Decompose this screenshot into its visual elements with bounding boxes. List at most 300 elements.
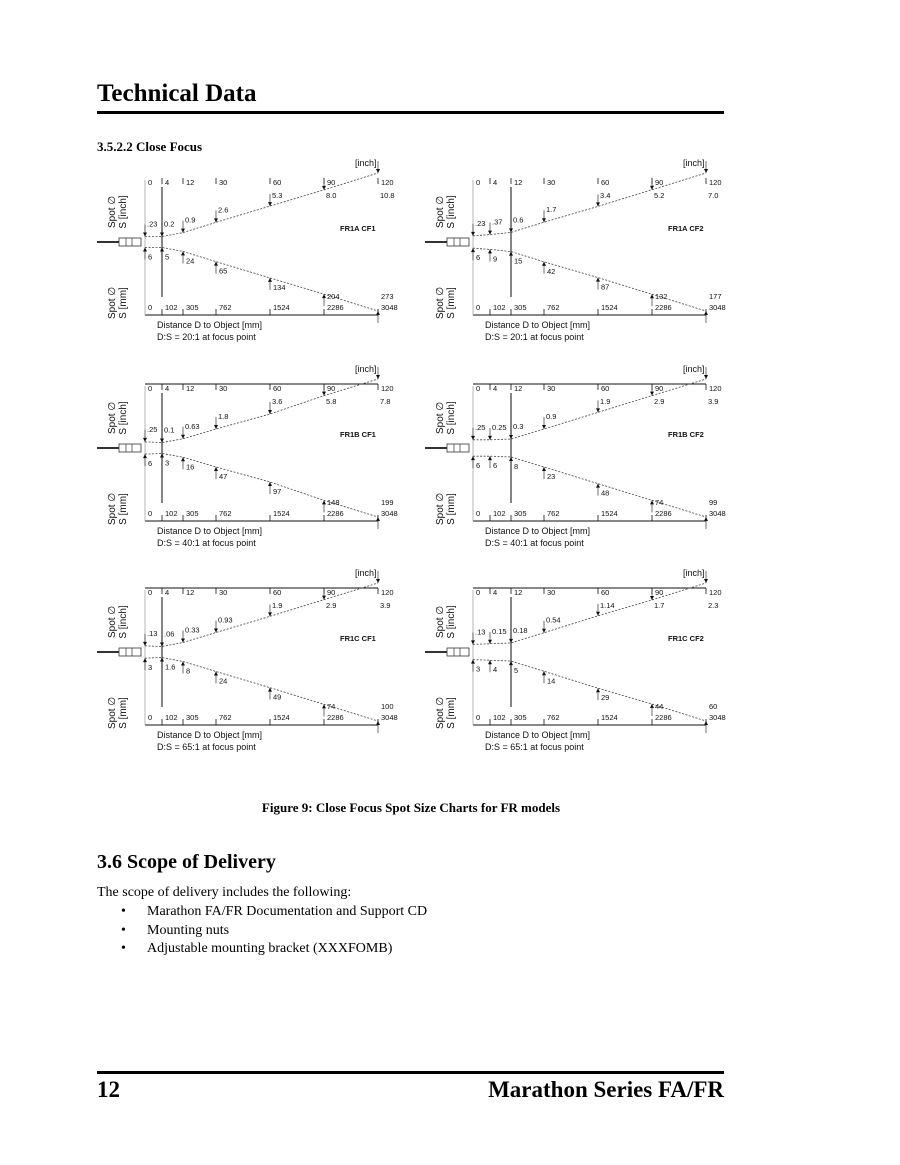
y-axis-label-line: S [mm] xyxy=(446,287,457,319)
scope-item xyxy=(97,903,427,922)
beam-lower-edge xyxy=(145,248,378,312)
y-axis-label-line: S [mm] xyxy=(118,287,129,319)
spot-mm-label: 6 xyxy=(148,459,153,469)
spot-mm-label: 9 xyxy=(493,254,498,264)
spot-inch-label: .06 xyxy=(164,629,175,639)
spot-mm-label: 148 xyxy=(327,498,340,507)
spot-inch-label: .13 xyxy=(147,628,158,638)
mm-distance-tick-label: 3048 xyxy=(381,303,398,312)
mm-distance-tick-label: 305 xyxy=(514,509,527,518)
spot-inch-label: 1.14 xyxy=(600,601,615,610)
mm-distance-tick-label: 305 xyxy=(514,303,527,312)
scope-heading: 3.6 Scope of Delivery xyxy=(97,851,276,873)
mm-distance-tick-label: 1524 xyxy=(601,303,618,312)
inch-distance-tick-label: 60 xyxy=(273,588,282,597)
footer-rule xyxy=(97,1071,724,1074)
inch-distance-tick-label: 120 xyxy=(381,178,394,187)
spot-mm-label: 4 xyxy=(493,665,498,675)
spot-mm-label: 44 xyxy=(655,702,664,711)
chart-model-title: FR1C CF1 xyxy=(340,634,376,643)
beam-lower-edge xyxy=(473,248,706,311)
inch-distance-tick-label: 90 xyxy=(327,384,336,393)
sensor-icon xyxy=(97,238,141,246)
inch-distance-tick-label: 60 xyxy=(273,178,282,187)
spot-mm-label: 1.6 xyxy=(165,662,176,672)
spot-inch-label: 0.25 xyxy=(492,422,507,432)
spot-mm-label: 29 xyxy=(601,693,610,703)
spot-mm-label: 49 xyxy=(273,692,282,702)
spot-mm-label: 14 xyxy=(547,676,556,686)
mm-distance-tick-label: 762 xyxy=(219,509,232,518)
inch-distance-tick-label: 120 xyxy=(381,384,394,393)
inch-distance-tick-label: 120 xyxy=(709,588,722,597)
bullet-icon: • xyxy=(121,941,126,956)
y-axis-label-inch xyxy=(107,605,129,639)
ds-ratio-label: D:S = 20:1 at focus point xyxy=(485,332,584,342)
spot-mm-label: 23 xyxy=(547,472,556,481)
mm-distance-tick-label: 0 xyxy=(148,713,153,722)
spot-mm-label: 42 xyxy=(547,266,556,276)
spot-inch-label: .23 xyxy=(147,219,158,229)
y-axis-label-inch xyxy=(107,401,129,435)
arrow-up-icon xyxy=(471,456,475,460)
mm-distance-tick-label: 3048 xyxy=(381,713,398,722)
spot-mm-label: 132 xyxy=(655,292,668,301)
spot-mm-label: 5 xyxy=(514,666,519,676)
mm-distance-tick-label: 102 xyxy=(493,509,506,518)
scope-item-label: Mounting nuts xyxy=(147,922,230,938)
arrow-down-icon xyxy=(143,642,147,646)
spot-mm-label: 5 xyxy=(165,252,170,262)
mm-distance-tick-label: 3048 xyxy=(381,509,398,518)
spot-mm-label: 65 xyxy=(219,266,228,276)
sensor-body xyxy=(447,648,469,656)
sensor-icon xyxy=(425,238,469,246)
spot-inch-label: .13 xyxy=(475,627,486,637)
y-axis-label-line: Spot ∅ xyxy=(107,696,118,730)
arrow-up-icon xyxy=(376,721,380,725)
spot-inch-label: 0.63 xyxy=(185,421,200,431)
spot-inch-label: 8.0 xyxy=(326,191,337,200)
sensor-icon xyxy=(97,444,141,452)
bullet-icon: • xyxy=(121,922,126,938)
spot-inch-label: 5.8 xyxy=(326,397,337,406)
spot-inch-label: 0.3 xyxy=(513,422,524,431)
spot-inch-label: 1.9 xyxy=(600,397,611,406)
spot-inch-label: 0.18 xyxy=(513,625,528,635)
mm-distance-tick-label: 0 xyxy=(148,303,153,312)
inch-distance-tick-label: 60 xyxy=(273,384,282,393)
y-axis-label-line: Spot ∅ xyxy=(435,401,446,435)
arrow-up-icon xyxy=(143,454,147,458)
spot-inch-label: 0.93 xyxy=(218,615,233,625)
spot-mm-label: 24 xyxy=(219,676,228,686)
spot-inch-label: 2.9 xyxy=(326,601,337,610)
spot-mm-label: 8 xyxy=(514,462,519,471)
inch-distance-tick-label: 30 xyxy=(219,178,228,187)
arrow-up-icon xyxy=(143,658,147,662)
spot-mm-label: 3 xyxy=(476,664,481,674)
spot-inch-label: .37 xyxy=(492,217,503,227)
spot-inch-label: 0.33 xyxy=(185,625,200,635)
scope-list xyxy=(97,903,427,959)
y-axis-label-inch xyxy=(435,195,457,229)
y-axis-label-line: Spot ∅ xyxy=(107,605,118,639)
x-axis-label: Distance D to Object [mm] xyxy=(485,320,591,330)
inch-distance-tick-label: 0 xyxy=(476,384,481,393)
mm-distance-tick-label: 3048 xyxy=(709,303,726,312)
ds-ratio-label: D:S = 65:1 at focus point xyxy=(157,742,256,752)
arrow-up-icon xyxy=(488,660,492,664)
spot-mm-label: 24 xyxy=(186,256,195,266)
spot-mm-label: 3 xyxy=(148,663,153,673)
spot-inch-label: 2.6 xyxy=(218,205,229,215)
y-axis-label-mm xyxy=(107,287,129,319)
inch-distance-tick-label: 4 xyxy=(165,588,170,597)
inch-distance-tick-label: 90 xyxy=(655,178,664,187)
ds-ratio-label: D:S = 40:1 at focus point xyxy=(157,538,256,548)
spot-inch-label: 3.6 xyxy=(272,397,283,406)
spot-inch-label: .23 xyxy=(475,218,486,228)
spot-inch-label: 1.9 xyxy=(272,601,283,610)
inch-distance-tick-label: 4 xyxy=(493,384,498,393)
spot-size-chart xyxy=(97,158,398,342)
x-axis-label: Distance D to Object [mm] xyxy=(157,730,263,740)
spot-mm-label: 87 xyxy=(601,282,610,292)
inch-distance-tick-label: 12 xyxy=(186,178,195,187)
arrow-down-icon xyxy=(704,375,708,379)
mm-distance-tick-label: 0 xyxy=(476,713,481,722)
inch-distance-tick-label: 0 xyxy=(148,178,153,187)
spot-mm-label: 97 xyxy=(273,487,282,496)
y-axis-label-mm xyxy=(435,287,457,319)
spot-mm-label: 99 xyxy=(709,498,718,507)
mm-distance-tick-label: 2286 xyxy=(655,713,672,722)
mm-distance-tick-label: 762 xyxy=(547,713,560,722)
mm-distance-tick-label: 1524 xyxy=(601,713,618,722)
inch-distance-tick-label: 12 xyxy=(186,384,195,393)
sensor-body xyxy=(119,444,141,452)
spot-mm-label: 100 xyxy=(381,702,394,711)
y-axis-label-inch xyxy=(435,605,457,639)
y-axis-label-line: S [mm] xyxy=(446,697,457,729)
mm-distance-tick-label: 102 xyxy=(493,303,506,312)
mm-distance-tick-label: 762 xyxy=(219,303,232,312)
inch-distance-tick-label: 12 xyxy=(514,178,523,187)
spot-inch-label: 7.8 xyxy=(380,397,391,406)
spot-inch-label: 1.7 xyxy=(546,205,557,215)
ds-ratio-label: D:S = 65:1 at focus point xyxy=(485,742,584,752)
y-axis-label-mm xyxy=(435,697,457,729)
y-axis-label-line: Spot ∅ xyxy=(107,492,118,526)
spot-inch-label: 0.54 xyxy=(546,615,561,625)
y-axis-label-line: S [inch] xyxy=(118,195,129,229)
spot-mm-label: 6 xyxy=(476,253,481,263)
spot-mm-label: 74 xyxy=(327,702,336,711)
arrow-up-icon xyxy=(143,248,147,252)
mm-distance-tick-label: 0 xyxy=(476,509,481,518)
y-axis-label-inch xyxy=(107,195,129,229)
spot-mm-label: 74 xyxy=(655,498,664,507)
y-axis-label-line: Spot ∅ xyxy=(435,195,446,229)
footer-title: Marathon Series FA/FR xyxy=(488,1077,724,1102)
y-axis-label-line: S [mm] xyxy=(446,493,457,525)
mm-distance-tick-label: 762 xyxy=(547,509,560,518)
scope-item xyxy=(97,940,427,959)
unit-inch-label: [inch] xyxy=(355,364,377,374)
spot-inch-label: 3.9 xyxy=(708,397,719,406)
spot-inch-label: 0.1 xyxy=(164,425,175,435)
mm-distance-tick-label: 1524 xyxy=(601,509,618,518)
y-axis-label-line: Spot ∅ xyxy=(435,492,446,526)
arrow-down-icon xyxy=(704,169,708,173)
inch-distance-tick-label: 60 xyxy=(601,178,610,187)
arrow-up-icon xyxy=(471,660,475,664)
sensor-icon xyxy=(425,444,469,452)
beam-lower-edge xyxy=(473,456,706,517)
arrow-down-icon xyxy=(471,436,475,440)
mm-distance-tick-label: 102 xyxy=(165,509,178,518)
mm-distance-tick-label: 1524 xyxy=(273,303,290,312)
inch-distance-tick-label: 30 xyxy=(547,384,556,393)
chart-model-title: FR1B CF2 xyxy=(668,430,704,439)
spot-mm-label: 6 xyxy=(493,461,498,471)
y-axis-label-line: Spot ∅ xyxy=(107,286,118,320)
y-axis-label-line: S [mm] xyxy=(118,697,129,729)
beam-lower-edge xyxy=(145,658,378,722)
spot-mm-label: 15 xyxy=(514,256,523,266)
spot-mm-label: 48 xyxy=(601,488,610,498)
y-axis-label-line: Spot ∅ xyxy=(435,605,446,639)
inch-distance-tick-label: 0 xyxy=(476,178,481,187)
inch-distance-tick-label: 90 xyxy=(327,178,336,187)
spot-mm-label: 16 xyxy=(186,462,195,472)
x-axis-label: Distance D to Object [mm] xyxy=(485,730,591,740)
y-axis-label-line: S [inch] xyxy=(118,605,129,639)
x-axis-label: Distance D to Object [mm] xyxy=(157,320,263,330)
scope-intro: The scope of delivery includes the following: xyxy=(97,885,352,900)
inch-distance-tick-label: 0 xyxy=(476,588,481,597)
arrow-up-icon xyxy=(704,517,708,521)
beam-lower-edge xyxy=(145,454,378,518)
page-number: 12 xyxy=(97,1077,120,1102)
spot-mm-label: 60 xyxy=(709,702,718,711)
y-axis-label-line: S [inch] xyxy=(118,401,129,435)
inch-distance-tick-label: 12 xyxy=(186,588,195,597)
ds-ratio-label: D:S = 20:1 at focus point xyxy=(157,332,256,342)
spot-mm-label: 6 xyxy=(476,461,481,471)
inch-distance-tick-label: 120 xyxy=(709,178,722,187)
mm-distance-tick-label: 102 xyxy=(493,713,506,722)
chart-model-title: FR1C CF2 xyxy=(668,634,704,643)
inch-distance-tick-label: 60 xyxy=(601,588,610,597)
inch-distance-tick-label: 4 xyxy=(493,588,498,597)
y-axis-label-line: Spot ∅ xyxy=(107,195,118,229)
spot-inch-label: 5.2 xyxy=(654,191,665,200)
spot-size-chart xyxy=(425,568,726,752)
spot-inch-label: 2.9 xyxy=(654,397,665,406)
spot-mm-label: 8 xyxy=(186,666,191,676)
mm-distance-tick-label: 1524 xyxy=(273,509,290,518)
y-axis-label-line: S [inch] xyxy=(446,195,457,229)
arrow-down-icon xyxy=(471,232,475,236)
mm-distance-tick-label: 2286 xyxy=(655,509,672,518)
arrow-down-icon xyxy=(488,436,492,440)
inch-distance-tick-label: 4 xyxy=(493,178,498,187)
chart-model-title: FR1A CF2 xyxy=(668,224,704,233)
spot-inch-label: 2.3 xyxy=(708,601,719,610)
unit-inch-label: [inch] xyxy=(683,568,705,578)
y-axis-label-mm xyxy=(107,697,129,729)
spot-mm-label: 3 xyxy=(165,458,170,468)
spot-inch-label: 5.3 xyxy=(272,191,283,200)
unit-inch-label: [inch] xyxy=(683,364,705,374)
mm-distance-tick-label: 2286 xyxy=(655,303,672,312)
inch-distance-tick-label: 120 xyxy=(381,588,394,597)
scope-item xyxy=(97,922,427,941)
spot-inch-label: .25 xyxy=(475,422,486,432)
sensor-icon xyxy=(97,648,141,656)
inch-distance-tick-label: 4 xyxy=(165,384,170,393)
y-axis-label-line: Spot ∅ xyxy=(435,286,446,320)
inch-distance-tick-label: 30 xyxy=(219,588,228,597)
arrow-down-icon xyxy=(376,169,380,173)
mm-distance-tick-label: 305 xyxy=(186,303,199,312)
inch-distance-tick-label: 90 xyxy=(655,384,664,393)
sensor-icon xyxy=(425,648,469,656)
mm-distance-tick-label: 2286 xyxy=(327,509,344,518)
arrow-down-icon xyxy=(488,231,492,235)
arrow-up-icon xyxy=(488,249,492,253)
y-axis-label-inch xyxy=(435,401,457,435)
spot-size-chart xyxy=(425,364,726,548)
sensor-body xyxy=(447,238,469,246)
y-axis-label-line: S [mm] xyxy=(118,493,129,525)
spot-inch-label: 10.8 xyxy=(380,191,395,200)
bullet-icon: • xyxy=(121,904,126,919)
ds-ratio-label: D:S = 40:1 at focus point xyxy=(485,538,584,548)
mm-distance-tick-label: 102 xyxy=(165,713,178,722)
spot-inch-label: 3.9 xyxy=(380,601,391,610)
spot-inch-label: 1.8 xyxy=(218,412,229,421)
mm-distance-tick-label: 762 xyxy=(547,303,560,312)
inch-distance-tick-label: 0 xyxy=(148,588,153,597)
arrow-down-icon xyxy=(376,579,380,583)
arrow-down-icon xyxy=(143,438,147,442)
spot-mm-label: 6 xyxy=(148,252,153,262)
spot-inch-label: .25 xyxy=(147,424,158,434)
spot-inch-label: 3.4 xyxy=(600,191,611,200)
spot-size-chart xyxy=(425,158,726,342)
inch-distance-tick-label: 30 xyxy=(219,384,228,393)
arrow-up-icon xyxy=(704,311,708,315)
arrow-down-icon xyxy=(471,640,475,644)
spot-mm-label: 204 xyxy=(327,292,340,301)
arrow-up-icon xyxy=(471,248,475,252)
spot-inch-label: 0.9 xyxy=(546,412,557,421)
scope-item-label: Adjustable mounting bracket (XXXFOMB) xyxy=(147,941,393,956)
inch-distance-tick-label: 30 xyxy=(547,178,556,187)
arrow-down-icon xyxy=(704,579,708,583)
inch-distance-tick-label: 0 xyxy=(148,384,153,393)
page-header-title: Technical Data xyxy=(97,80,257,107)
mm-distance-tick-label: 3048 xyxy=(709,509,726,518)
arrow-down-icon xyxy=(376,375,380,379)
section-heading: 3.5.2.2 Close Focus xyxy=(97,139,203,154)
inch-distance-tick-label: 30 xyxy=(547,588,556,597)
mm-distance-tick-label: 0 xyxy=(148,509,153,518)
inch-distance-tick-label: 12 xyxy=(514,588,523,597)
arrow-up-icon xyxy=(704,721,708,725)
chart-model-title: FR1A CF1 xyxy=(340,224,376,233)
arrow-up-icon xyxy=(488,456,492,460)
scope-item-label: Marathon FA/FR Documentation and Support CD xyxy=(147,904,428,919)
y-axis-label-mm xyxy=(435,493,457,525)
chart-model-title: FR1B CF1 xyxy=(340,430,376,439)
figure-caption: Figure 9: Close Focus Spot Size Charts for FR models xyxy=(261,800,561,815)
y-axis-label-line: S [inch] xyxy=(446,605,457,639)
mm-distance-tick-label: 3048 xyxy=(709,713,726,722)
sensor-body xyxy=(447,444,469,452)
sensor-body xyxy=(119,238,141,246)
y-axis-label-mm xyxy=(107,493,129,525)
inch-distance-tick-label: 120 xyxy=(709,384,722,393)
mm-distance-tick-label: 762 xyxy=(219,713,232,722)
unit-inch-label: [inch] xyxy=(683,158,705,168)
spot-inch-label: 7.0 xyxy=(708,191,719,200)
unit-inch-label: [inch] xyxy=(355,568,377,578)
arrow-up-icon xyxy=(376,517,380,521)
arrow-down-icon xyxy=(143,233,147,237)
spot-mm-label: 199 xyxy=(381,498,394,507)
arrow-up-icon xyxy=(376,311,380,315)
inch-distance-tick-label: 90 xyxy=(327,588,336,597)
spot-inch-label: 0.6 xyxy=(513,215,524,225)
spot-mm-label: 273 xyxy=(381,292,394,301)
y-axis-label-line: S [inch] xyxy=(446,401,457,435)
spot-inch-label: 1.7 xyxy=(654,601,665,610)
mm-distance-tick-label: 2286 xyxy=(327,713,344,722)
spot-inch-label: 0.2 xyxy=(164,219,175,229)
inch-distance-tick-label: 12 xyxy=(514,384,523,393)
spot-mm-label: 177 xyxy=(709,292,722,301)
spot-inch-label: 0.9 xyxy=(185,215,196,225)
mm-distance-tick-label: 2286 xyxy=(327,303,344,312)
spot-size-chart xyxy=(97,568,398,752)
inch-distance-tick-label: 90 xyxy=(655,588,664,597)
y-axis-label-line: Spot ∅ xyxy=(435,696,446,730)
mm-distance-tick-label: 305 xyxy=(186,509,199,518)
mm-distance-tick-label: 1524 xyxy=(273,713,290,722)
arrow-down-icon xyxy=(488,640,492,644)
inch-distance-tick-label: 60 xyxy=(601,384,610,393)
x-axis-label: Distance D to Object [mm] xyxy=(485,526,591,536)
mm-distance-tick-label: 305 xyxy=(514,713,527,722)
y-axis-label-line: Spot ∅ xyxy=(107,401,118,435)
x-axis-label: Distance D to Object [mm] xyxy=(157,526,263,536)
spot-mm-label: 134 xyxy=(273,282,286,292)
sensor-body xyxy=(119,648,141,656)
spot-size-chart xyxy=(97,364,398,548)
spot-mm-label: 47 xyxy=(219,472,228,481)
spot-inch-label: 0.15 xyxy=(492,626,507,636)
unit-inch-label: [inch] xyxy=(355,158,377,168)
mm-distance-tick-label: 0 xyxy=(476,303,481,312)
mm-distance-tick-label: 305 xyxy=(186,713,199,722)
inch-distance-tick-label: 4 xyxy=(165,178,170,187)
beam-lower-edge xyxy=(473,660,706,721)
mm-distance-tick-label: 102 xyxy=(165,303,178,312)
